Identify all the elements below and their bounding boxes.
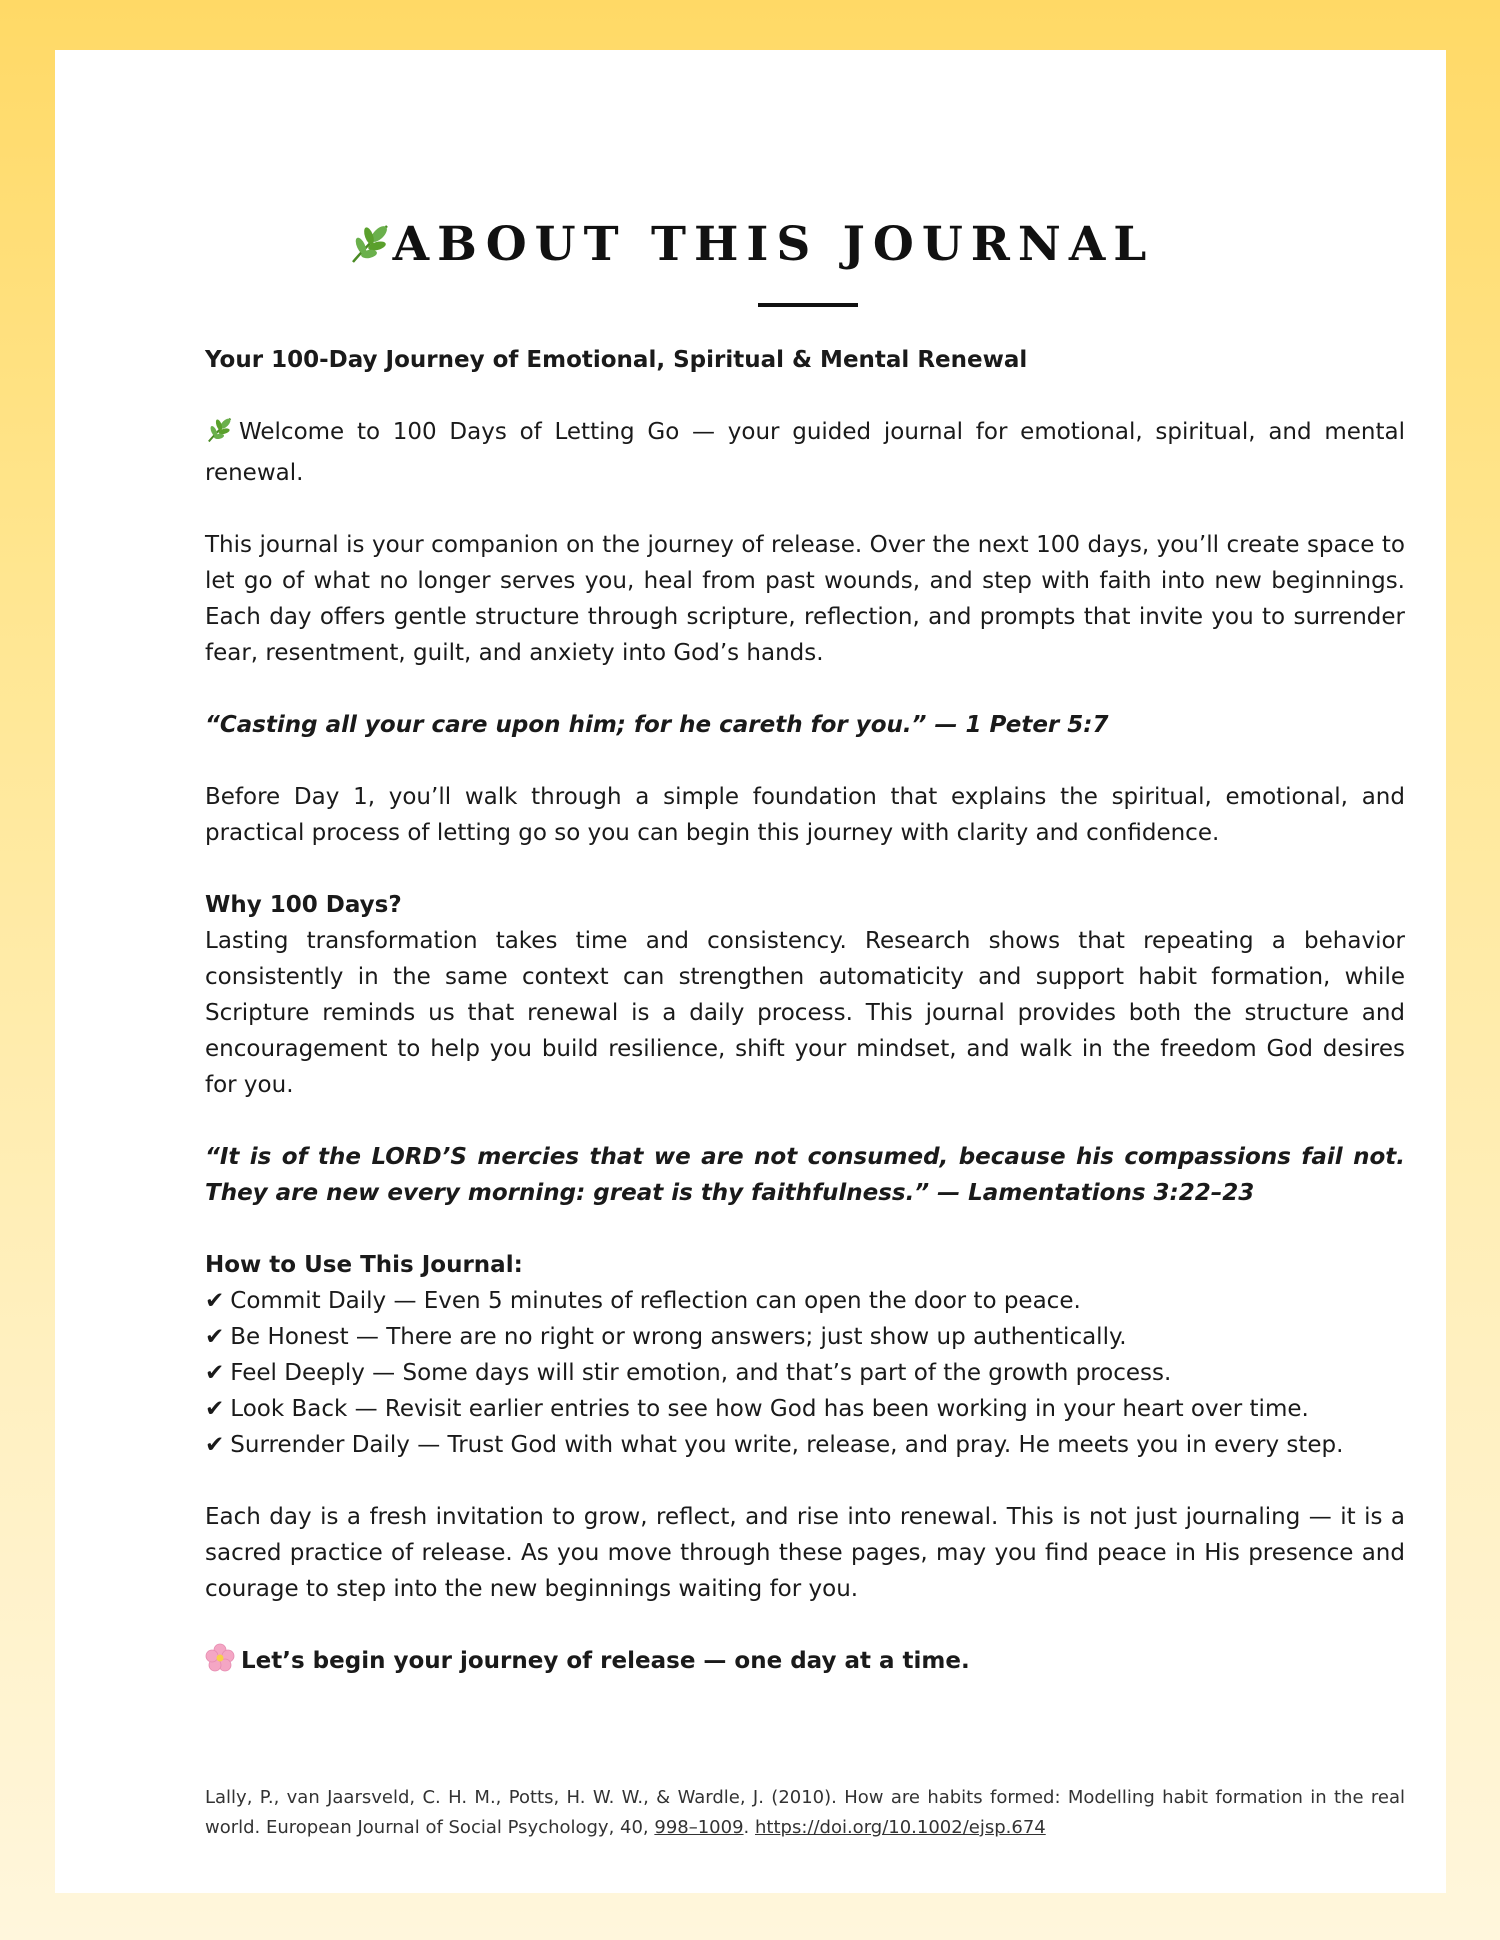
list-item-text: Look Back — Revisit earlier entries to see how God has been working in your heart over time.	[230, 1396, 1309, 1422]
list-item	[205, 1283, 1405, 1319]
checkmark-icon: ✔	[205, 1324, 225, 1350]
herb-leaf-icon	[205, 416, 233, 455]
citation-separator: .	[743, 1817, 755, 1838]
howto-heading: How to Use This Journal:	[205, 1252, 523, 1278]
intro-paragraph: This journal is your companion on the journey of release. Over the next 100 days, you’ll create space to let go of what no longer serves you, heal from past wounds, and step with faith into new beginnings. Each day offers gentle structure through scripture, reflection, and prompts that invite you to surrender fear, resentment, guilt, and anxiety into God’s hands.	[205, 532, 1405, 666]
citation-footnote	[205, 1783, 1405, 1843]
checkmark-icon: ✔	[205, 1360, 225, 1386]
citation-pages-link[interactable]: 998–1009	[654, 1817, 744, 1838]
doi-link[interactable]: https://doi.org/10.1002/ejsp.674	[755, 1817, 1046, 1838]
list-item	[205, 1319, 1405, 1355]
article-body	[205, 342, 1405, 1720]
welcome-paragraph	[205, 414, 1405, 491]
why-paragraph: Lasting transformation takes time and consistency. Research shows that repeating a behavior consistently in the same context can strengthen automaticity and support habit formation, while Scripture reminds us that renewal is a daily process. This journal provides both the structure and encouragement to help you build resilience, shift your mindset, and walk in the freedom God desires for you.	[205, 928, 1405, 1098]
scripture-quote-1: “Casting all your care upon him; for he careth for you.” — 1 Peter 5:7	[205, 712, 1109, 738]
journal-page	[55, 50, 1446, 1893]
checkmark-icon: ✔	[205, 1432, 225, 1458]
cherry-blossom-icon	[205, 1643, 235, 1684]
title-text: ABOUT THIS JOURNAL	[392, 217, 1155, 272]
closing-paragraph: Each day is a fresh invitation to grow, reflect, and rise into renewal. This is not just journaling — it is a sacred practice of release. As you move through these pages, may you find peace in His presence and courage to step into the new beginnings waiting for you.	[205, 1504, 1405, 1602]
subtitle: Your 100-Day Journey of Emotional, Spiritual & Mental Renewal	[205, 347, 1028, 373]
citation-text: Lally, P., van Jaarsveld, C. H. M., Potts, H. W. W., & Wardle, J. (2010). How are habits formed: Modelling habit formation in the real world. European Journal of Social Psychology, 40,	[205, 1787, 1405, 1838]
title-divider	[758, 303, 858, 307]
why-heading: Why 100 Days?	[205, 892, 402, 918]
scripture-quote-2: “It is of the LORD’S mercies that we are not consumed, because his compassions fail not. They are new every morning: great is thy faithfulness.” — Lamentations 3:22–23	[205, 1144, 1405, 1206]
herb-leaf-icon	[347, 221, 391, 281]
checkmark-icon: ✔	[205, 1288, 225, 1314]
final-line	[205, 1643, 1405, 1684]
page-title	[55, 215, 1446, 281]
list-item	[205, 1355, 1405, 1391]
welcome-text: Welcome to 100 Days of Letting Go — your guided journal for emotional, spiritual, and mental renewal.	[205, 419, 1405, 486]
checkmark-icon: ✔	[205, 1396, 225, 1422]
final-line-text: Let’s begin your journey of release — one day at a time.	[241, 1648, 970, 1674]
list-item	[205, 1391, 1405, 1427]
list-item-text: Be Honest — There are no right or wrong answers; just show up authentically.	[230, 1324, 1127, 1350]
list-item-text: Commit Daily — Even 5 minutes of reflection can open the door to peace.	[230, 1288, 1081, 1314]
list-item-text: Surrender Daily — Trust God with what you write, release, and pray. He meets you in every step.	[230, 1432, 1344, 1458]
list-item	[205, 1427, 1405, 1463]
foundation-paragraph: Before Day 1, you’ll walk through a simple foundation that explains the spiritual, emotional, and practical process of letting go so you can begin this journey with clarity and confidence.	[205, 784, 1405, 846]
list-item-text: Feel Deeply — Some days will stir emotion, and that’s part of the growth process.	[230, 1360, 1172, 1386]
